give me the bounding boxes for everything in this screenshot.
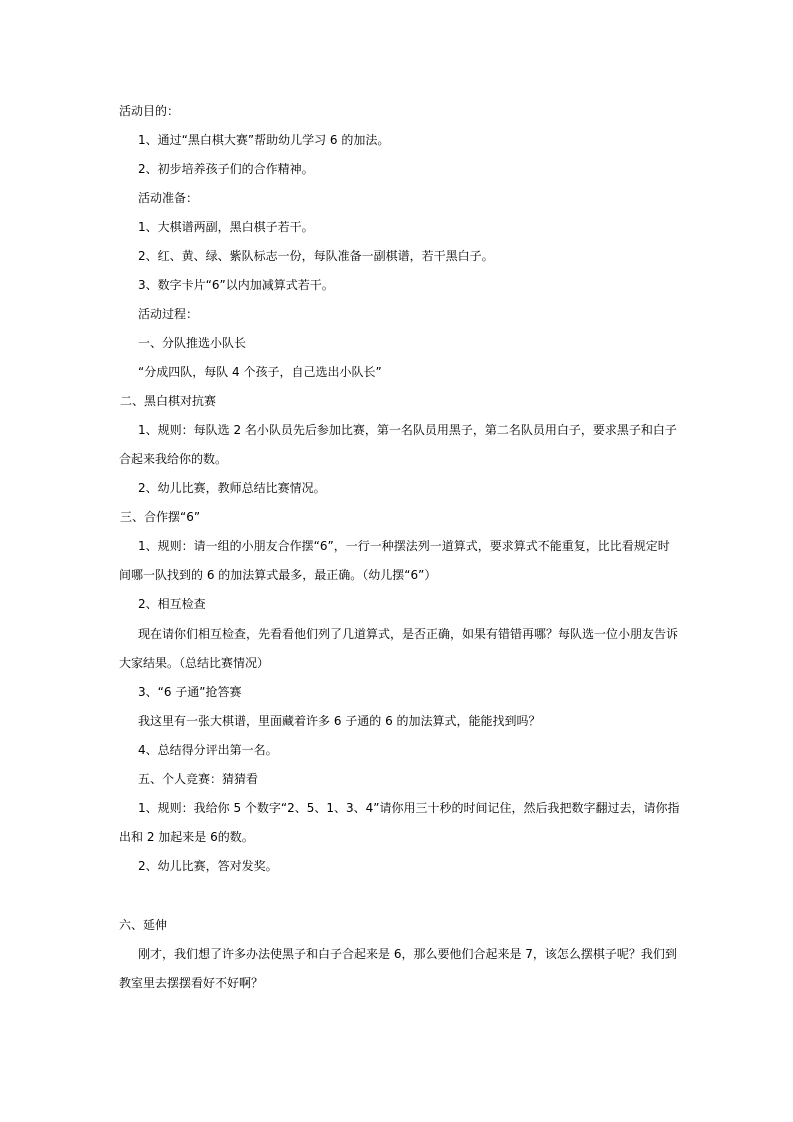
paragraph-line: 1、规则：请一组的小朋友合作摆“6”，一行一种摆法列一道算式，要求算式不能重复，比比看规定时	[138, 539, 670, 553]
subsection-heading: 2、相互检查	[138, 597, 206, 611]
paragraph-line: 2、初步培养孩子们的合作精神。	[138, 162, 314, 176]
paragraph-line: 合起来我给你的数。	[119, 452, 228, 466]
subsection-heading: 3、“6 子通”抢答赛	[138, 685, 242, 699]
paragraph-line: 2、幼儿比赛，答对发奖。	[138, 859, 278, 873]
section-heading: 五、个人竞赛：猜猜看	[138, 772, 259, 786]
paragraph-line: 间哪一队找到的 6 的加法算式最多，最正确。（幼儿摆“6”）	[119, 568, 437, 582]
paragraph-line: “分成四队，每队 4 个孩子，自己选出小队长”	[138, 365, 382, 379]
section-heading: 一、分队推选小队长	[138, 336, 247, 350]
paragraph-line: 1、通过“黑白棋大赛”帮助幼儿学习 6 的加法。	[138, 133, 390, 147]
section-heading: 六、延伸	[119, 918, 168, 932]
paragraph-line: 刚才，我们想了许多办法使黑子和白子合起来是 6，那么要他们合起来是 7，该怎么摆棋子呢？我们到	[138, 947, 677, 961]
paragraph-line: 2、幼儿比赛，教师总结比赛情况。	[138, 481, 326, 495]
heading-activity-goals: 活动目的：	[119, 104, 180, 118]
paragraph-line: 出和 2 加起来是 6的数。	[119, 830, 254, 844]
paragraph-line: 4、总结得分评出第一名。	[138, 743, 278, 757]
paragraph-line: 3、数字卡片“6”以内加减算式若干。	[138, 278, 334, 292]
heading-activity-preparation: 活动准备：	[138, 191, 199, 205]
section-heading: 三、合作摆“6”	[120, 510, 201, 524]
paragraph-line: 1、规则：我给你 5 个数字“2、5、1、3、4”请你用三十秒的时间记住，然后我把数字翻过去，请你指	[138, 801, 680, 815]
paragraph-line: 教室里去摆摆看好不好啊？	[119, 976, 264, 990]
paragraph-line: 1、规则：每队选 2 名小队员先后参加比赛，第一名队员用黑子，第二名队员用白子，要求黑子和白子	[138, 423, 677, 437]
paragraph-line: 2、红、黄、绿、紫队标志一份，每队准备一副棋谱，若干黑白子。	[138, 249, 494, 263]
paragraph-line: 我这里有一张大棋谱，里面藏着许多 6 子通的 6 的加法算式，能能找到吗？	[138, 714, 541, 728]
paragraph-line: 1、大棋谱两副，黑白棋子若干。	[138, 220, 314, 234]
paragraph-line: 大家结果。（总结比赛情况）	[119, 656, 270, 670]
paragraph-line: 现在请你们相互检查，先看看他们列了几道算式，是否正确，如果有错错再哪？每队选一位小朋友告诉	[138, 627, 679, 641]
section-heading: 二、黑白棋对抗赛	[120, 394, 217, 408]
heading-activity-process: 活动过程：	[138, 307, 199, 321]
